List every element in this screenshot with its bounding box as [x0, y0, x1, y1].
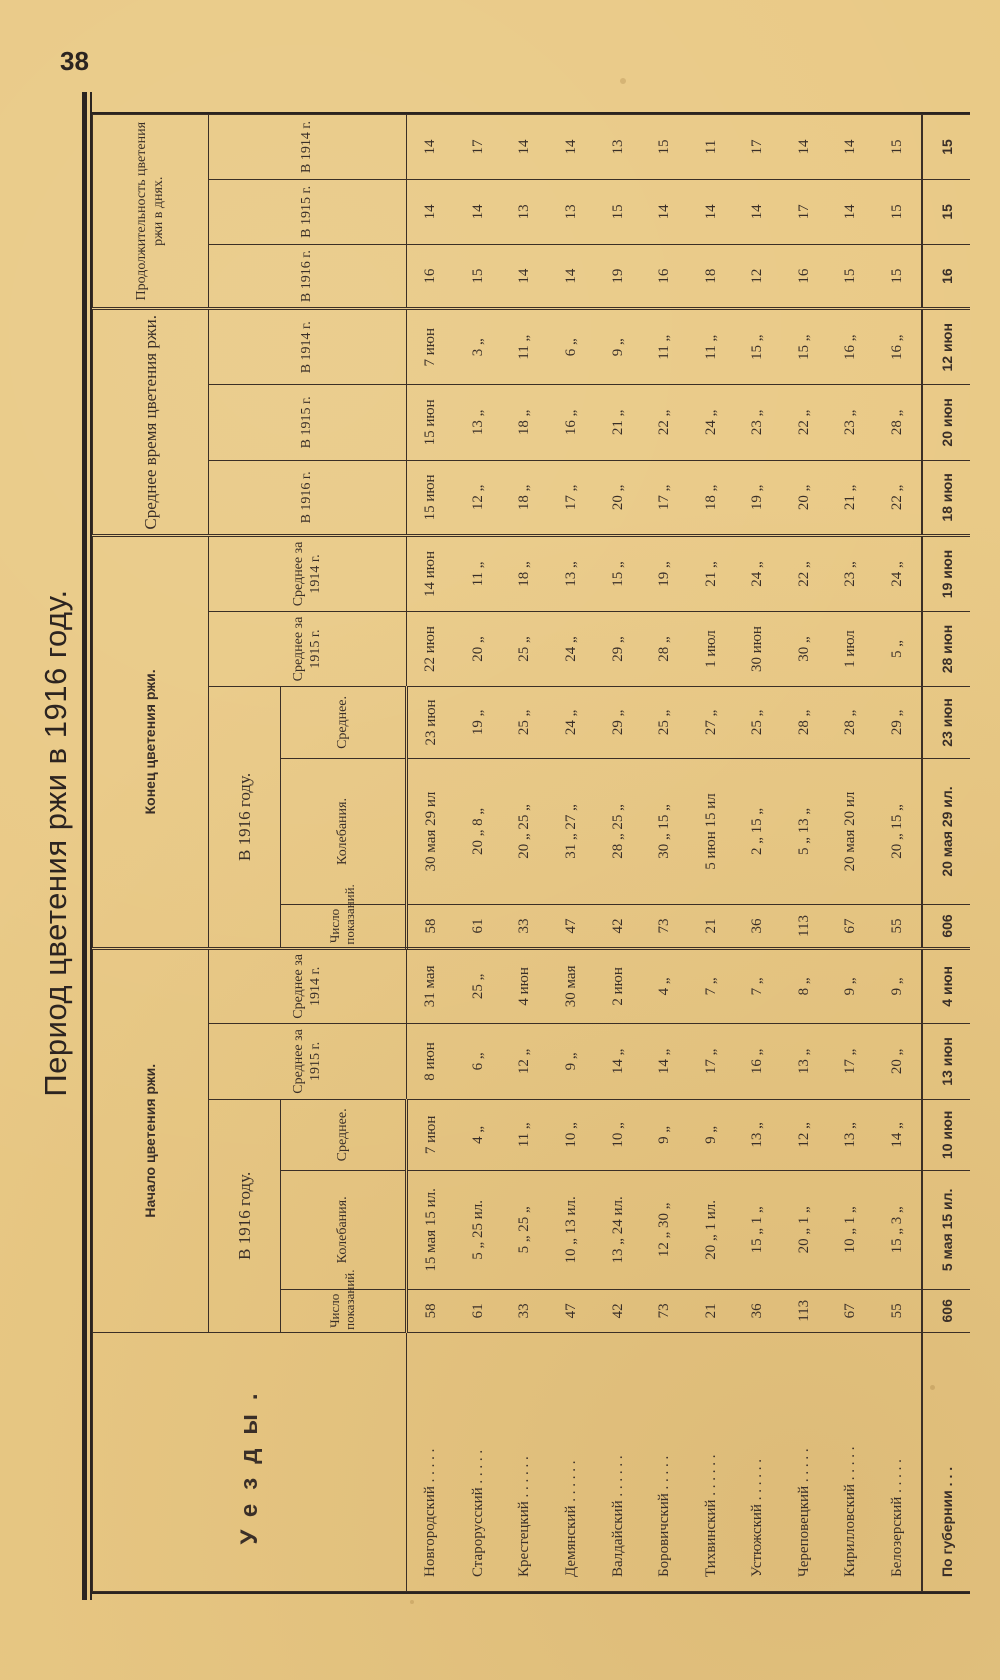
- header-start-mean: Среднее.: [281, 1099, 407, 1170]
- cell-d-1914: 14: [828, 115, 875, 180]
- cell-s-rng: 10 „ 1 „: [828, 1170, 875, 1289]
- uezd-name-cell: Валдайский . . . . . .: [595, 1332, 642, 1591]
- cell-d-1916: 16: [922, 244, 970, 309]
- cell-a-1915: 28 „: [874, 385, 922, 461]
- header-end-mean-1915: Среднее за 1915 г.: [209, 611, 407, 687]
- cell-e-n: 47: [548, 905, 595, 948]
- cell-s-n: 21: [688, 1289, 735, 1332]
- cell-d-1914: 13: [595, 115, 642, 180]
- cell-s-mean: 9 „: [688, 1099, 735, 1170]
- cell-e-n: 61: [455, 905, 502, 948]
- cell-s-rng: 10 „ 13 ил.: [548, 1170, 595, 1289]
- cell-a-1914: 7 июн: [407, 309, 455, 385]
- cell-d-1916: 16: [641, 244, 688, 309]
- cell-d-1915: 17: [781, 179, 828, 244]
- cell-e-n: 113: [781, 905, 828, 948]
- cell-e-n: 58: [407, 905, 455, 948]
- cell-s-1915: 6 „: [455, 1024, 502, 1100]
- cell-e-rng: 5 „ 13 „: [781, 758, 828, 905]
- flowering-table: [92, 114, 970, 1592]
- cell-e-1915: 24 „: [548, 611, 595, 687]
- cell-e-n: 21: [688, 905, 735, 948]
- cell-e-1914: 23 „: [828, 536, 875, 612]
- cell-d-1916: 12: [735, 244, 782, 309]
- table-row: [688, 115, 735, 1592]
- cell-d-1916: 15: [874, 244, 922, 309]
- header-avg-1916: В 1916 г.: [209, 460, 407, 536]
- cell-s-1914: 4 „: [641, 948, 688, 1024]
- cell-d-1914: 14: [781, 115, 828, 180]
- cell-e-mean: 23 июн: [922, 687, 970, 758]
- cell-e-rng: 31 „ 27 „: [548, 758, 595, 905]
- cell-a-1914: 6 „: [548, 309, 595, 385]
- cell-e-1915: 28 июн: [922, 611, 970, 687]
- cell-e-1915: 1 июл: [688, 611, 735, 687]
- uezd-name-cell: Белозерский . . . . .: [874, 1332, 922, 1591]
- cell-e-n: 55: [874, 905, 922, 948]
- cell-d-1916: 15: [455, 244, 502, 309]
- cell-s-1915: 13 июн: [922, 1024, 970, 1100]
- cell-s-rng: 20 „ 1 ил.: [688, 1170, 735, 1289]
- table-row: [595, 115, 642, 1592]
- cell-s-1914: 9 „: [874, 948, 922, 1024]
- header-dur-1915: В 1915 г.: [209, 179, 407, 244]
- cell-a-1916: 20 „: [781, 460, 828, 536]
- cell-d-1914: 14: [502, 115, 549, 180]
- cell-s-rng: 12 „ 30 „: [641, 1170, 688, 1289]
- header-start-mean-1914: Среднее за 1914 г.: [209, 948, 407, 1024]
- cell-d-1916: 14: [548, 244, 595, 309]
- cell-e-1914: 24 „: [735, 536, 782, 612]
- page-number: 38: [60, 46, 89, 76]
- cell-e-n: 42: [595, 905, 642, 948]
- cell-e-mean: 23 июн: [407, 687, 455, 758]
- cell-a-1916: 21 „: [828, 460, 875, 536]
- cell-d-1915: 15: [922, 179, 970, 244]
- cell-s-rng: 15 „ 3 „: [874, 1170, 922, 1289]
- cell-s-mean: 13 „: [735, 1099, 782, 1170]
- cell-a-1916: 22 „: [874, 460, 922, 536]
- cell-e-rng: 2 „ 15 „: [735, 758, 782, 905]
- cell-e-1914: 18 „: [502, 536, 549, 612]
- cell-e-1914: 15 „: [595, 536, 642, 612]
- header-dur-1914: В 1914 г.: [209, 115, 407, 180]
- cell-d-1915: 15: [595, 179, 642, 244]
- uezd-name-cell: Демянский . . . . . .: [548, 1332, 595, 1591]
- table-row: [735, 115, 782, 1592]
- cell-a-1914: 11 „: [502, 309, 549, 385]
- cell-e-mean: 25 „: [735, 687, 782, 758]
- cell-s-1914: 7 „: [735, 948, 782, 1024]
- cell-e-1914: 11 „: [455, 536, 502, 612]
- header-avg-1914: В 1914 г.: [209, 309, 407, 385]
- cell-s-1914: 4 июн: [502, 948, 549, 1024]
- cell-a-1915: 20 июн: [922, 385, 970, 461]
- header-dur-1916: В 1916 г.: [209, 244, 407, 309]
- uezd-name-cell: Устюжский . . . . . .: [735, 1332, 782, 1591]
- header-avg-time-group: Среднее время цветения ржи.: [93, 309, 209, 536]
- cell-e-mean: 25 „: [641, 687, 688, 758]
- cell-s-mean: 7 июн: [407, 1099, 455, 1170]
- cell-a-1914: 9 „: [595, 309, 642, 385]
- cell-e-1915: 28 „: [641, 611, 688, 687]
- cell-a-1915: 15 июн: [407, 385, 455, 461]
- cell-s-n: 55: [874, 1289, 922, 1332]
- cell-e-1914: 13 „: [548, 536, 595, 612]
- cell-a-1916: 18 „: [688, 460, 735, 536]
- cell-s-n: 33: [502, 1289, 549, 1332]
- table-row: [455, 115, 502, 1592]
- cell-a-1916: 17 „: [641, 460, 688, 536]
- cell-s-1914: 4 июн: [922, 948, 970, 1024]
- cell-s-1914: 7 „: [688, 948, 735, 1024]
- cell-d-1915: 13: [502, 179, 549, 244]
- header-start-1916: В 1916 году.: [209, 1099, 281, 1332]
- cell-s-rng: 5 „ 25 „: [502, 1170, 549, 1289]
- cell-a-1916: 19 „: [735, 460, 782, 536]
- total-row: [922, 115, 970, 1592]
- cell-a-1916: 12 „: [455, 460, 502, 536]
- cell-d-1914: 11: [688, 115, 735, 180]
- cell-e-1914: 14 июн: [407, 536, 455, 612]
- cell-e-1915: 30 „: [781, 611, 828, 687]
- cell-d-1916: 16: [407, 244, 455, 309]
- cell-a-1915: 13 „: [455, 385, 502, 461]
- cell-a-1914: 11 „: [688, 309, 735, 385]
- header-duration-group: Продолжительность цветения ржи в днях.: [93, 115, 209, 309]
- cell-e-1914: 19 „: [641, 536, 688, 612]
- cell-a-1915: 21 „: [595, 385, 642, 461]
- cell-e-n: 67: [828, 905, 875, 948]
- uezd-name-cell: Крестецкий . . . . . .: [502, 1332, 549, 1591]
- cell-d-1914: 15: [874, 115, 922, 180]
- cell-d-1915: 14: [828, 179, 875, 244]
- cell-s-rng: 15 „ 1 „: [735, 1170, 782, 1289]
- cell-s-rng: 5 мая 15 ил.: [922, 1170, 970, 1289]
- frame-line: [82, 92, 87, 1600]
- header-end-group: Конец цветения ржи.: [93, 536, 209, 948]
- cell-s-rng: 15 мая 15 ил.: [407, 1170, 455, 1289]
- cell-e-rng: 20 мая 20 ил: [828, 758, 875, 905]
- cell-e-mean: 24 „: [548, 687, 595, 758]
- cell-e-1914: 21 „: [688, 536, 735, 612]
- cell-s-mean: 10 июн: [922, 1099, 970, 1170]
- cell-e-mean: 25 „: [502, 687, 549, 758]
- cell-a-1915: 22 „: [781, 385, 828, 461]
- cell-s-n: 47: [548, 1289, 595, 1332]
- cell-e-rng: 28 „ 25 „: [595, 758, 642, 905]
- cell-d-1916: 18: [688, 244, 735, 309]
- uezd-name-cell: Боровичский . . . . .: [641, 1332, 688, 1591]
- header-uezdy: Уезды.: [93, 1332, 407, 1591]
- cell-a-1916: 17 „: [548, 460, 595, 536]
- header-avg-1915: В 1915 г.: [209, 385, 407, 461]
- cell-e-mean: 27 „: [688, 687, 735, 758]
- cell-s-n: 36: [735, 1289, 782, 1332]
- cell-s-1915: 14 „: [641, 1024, 688, 1100]
- cell-a-1914: 15 „: [735, 309, 782, 385]
- cell-e-1915: 30 июн: [735, 611, 782, 687]
- cell-s-rng: 20 „ 1 „: [781, 1170, 828, 1289]
- cell-d-1915: 14: [407, 179, 455, 244]
- cell-e-n: 36: [735, 905, 782, 948]
- cell-s-1914: 31 мая: [407, 948, 455, 1024]
- header-end-count: Число показаний.: [281, 905, 407, 948]
- cell-s-mean: 11 „: [502, 1099, 549, 1170]
- cell-e-1915: 1 июл: [828, 611, 875, 687]
- cell-d-1914: 17: [455, 115, 502, 180]
- cell-s-1914: 30 мая: [548, 948, 595, 1024]
- cell-s-rng: 5 „ 25 ил.: [455, 1170, 502, 1289]
- cell-s-1915: 17 „: [688, 1024, 735, 1100]
- table-row: [502, 115, 549, 1592]
- cell-a-1914: 12 июн: [922, 309, 970, 385]
- cell-s-mean: 13 „: [828, 1099, 875, 1170]
- header-end-range: Колебания.: [281, 758, 407, 905]
- table-row: [407, 115, 455, 1592]
- cell-d-1916: 14: [502, 244, 549, 309]
- cell-s-mean: 4 „: [455, 1099, 502, 1170]
- cell-s-mean: 10 „: [595, 1099, 642, 1170]
- cell-d-1915: 15: [874, 179, 922, 244]
- cell-s-1915: 13 „: [781, 1024, 828, 1100]
- cell-e-rng: 20 „ 8 „: [455, 758, 502, 905]
- cell-a-1915: 24 „: [688, 385, 735, 461]
- table-row: [828, 115, 875, 1592]
- cell-e-rng: 20 „ 15 „: [874, 758, 922, 905]
- cell-s-1915: 8 июн: [407, 1024, 455, 1100]
- cell-s-mean: 14 „: [874, 1099, 922, 1170]
- header-end-mean: Среднее.: [281, 687, 407, 758]
- cell-s-1915: 20 „: [874, 1024, 922, 1100]
- table-row: [641, 115, 688, 1592]
- cell-e-rng: 20 „ 25 „: [502, 758, 549, 905]
- cell-a-1914: 16 „: [874, 309, 922, 385]
- cell-a-1914: 16 „: [828, 309, 875, 385]
- cell-s-1915: 17 „: [828, 1024, 875, 1100]
- paper-spot: [620, 78, 626, 84]
- cell-d-1915: 14: [735, 179, 782, 244]
- cell-a-1914: 15 „: [781, 309, 828, 385]
- cell-e-rng: 30 „ 15 „: [641, 758, 688, 905]
- header-end-mean-1914: Среднее за 1914 г.: [209, 536, 407, 612]
- cell-a-1914: 11 „: [641, 309, 688, 385]
- cell-d-1914: 14: [407, 115, 455, 180]
- cell-e-mean: 28 „: [781, 687, 828, 758]
- cell-s-n: 61: [455, 1289, 502, 1332]
- cell-a-1916: 15 июн: [407, 460, 455, 536]
- cell-a-1915: 23 „: [828, 385, 875, 461]
- cell-s-mean: 9 „: [641, 1099, 688, 1170]
- cell-e-1915: 25 „: [502, 611, 549, 687]
- cell-d-1915: 14: [688, 179, 735, 244]
- paper-spot: [410, 1600, 414, 1604]
- cell-s-1915: 14 „: [595, 1024, 642, 1100]
- header-start-mean-1915: Среднее за 1915 г.: [209, 1024, 407, 1100]
- uezd-name-cell: Новгородский . . . . .: [407, 1332, 455, 1591]
- cell-e-1915: 20 „: [455, 611, 502, 687]
- cell-a-1916: 18 июн: [922, 460, 970, 536]
- cell-d-1916: 15: [828, 244, 875, 309]
- cell-e-mean: 29 „: [874, 687, 922, 758]
- header-start-count: Число показаний.: [281, 1289, 407, 1332]
- cell-d-1915: 14: [641, 179, 688, 244]
- cell-d-1916: 19: [595, 244, 642, 309]
- cell-s-n: 42: [595, 1289, 642, 1332]
- cell-e-rng: 5 июн 15 ил: [688, 758, 735, 905]
- cell-s-1914: 8 „: [781, 948, 828, 1024]
- cell-s-n: 606: [922, 1289, 970, 1332]
- cell-e-n: 33: [502, 905, 549, 948]
- uezd-name-cell: Кирилловский . . . . .: [828, 1332, 875, 1591]
- cell-e-1915: 29 „: [595, 611, 642, 687]
- cell-a-1916: 18 „: [502, 460, 549, 536]
- uezd-name-cell: Старорусский . . . . .: [455, 1332, 502, 1591]
- cell-e-n: 606: [922, 905, 970, 948]
- cell-d-1914: 14: [548, 115, 595, 180]
- cell-d-1914: 15: [641, 115, 688, 180]
- cell-s-1915: 12 „: [502, 1024, 549, 1100]
- cell-d-1916: 16: [781, 244, 828, 309]
- cell-s-mean: 10 „: [548, 1099, 595, 1170]
- frame-line: [90, 1592, 970, 1594]
- cell-e-1914: 24 „: [874, 536, 922, 612]
- uezd-name-cell: По губернии . . .: [922, 1332, 970, 1591]
- uezd-name-cell: Череповецкий . . . . .: [781, 1332, 828, 1591]
- cell-d-1914: 15: [922, 115, 970, 180]
- header-end-1916: В 1916 году.: [209, 687, 281, 948]
- cell-e-mean: 28 „: [828, 687, 875, 758]
- cell-e-n: 73: [641, 905, 688, 948]
- cell-e-rng: 20 мая 29 ил.: [922, 758, 970, 905]
- cell-a-1915: 16 „: [548, 385, 595, 461]
- cell-s-n: 58: [407, 1289, 455, 1332]
- cell-d-1915: 14: [455, 179, 502, 244]
- cell-s-n: 73: [641, 1289, 688, 1332]
- cell-s-1915: 9 „: [548, 1024, 595, 1100]
- cell-s-n: 113: [781, 1289, 828, 1332]
- cell-s-1914: 9 „: [828, 948, 875, 1024]
- cell-e-1914: 19 июн: [922, 536, 970, 612]
- cell-a-1914: 3 „: [455, 309, 502, 385]
- cell-s-1914: 25 „: [455, 948, 502, 1024]
- cell-a-1915: 22 „: [641, 385, 688, 461]
- page-title-text: Период цветения ржи в 1916 году.: [38, 589, 73, 1097]
- uezd-name-cell: Тихвинский . . . . . .: [688, 1332, 735, 1591]
- cell-d-1914: 17: [735, 115, 782, 180]
- cell-s-1914: 2 июн: [595, 948, 642, 1024]
- cell-s-rng: 13 „ 24 ил.: [595, 1170, 642, 1289]
- cell-e-1914: 22 „: [781, 536, 828, 612]
- cell-e-1915: 22 июн: [407, 611, 455, 687]
- table-row: [874, 115, 922, 1592]
- header-start-range: Колебания.: [281, 1170, 407, 1289]
- cell-s-n: 67: [828, 1289, 875, 1332]
- cell-e-1915: 5 „: [874, 611, 922, 687]
- cell-d-1915: 13: [548, 179, 595, 244]
- table-container: [92, 114, 970, 1592]
- table-row: [781, 115, 828, 1592]
- header-start-group: Начало цветения ржи.: [93, 948, 209, 1332]
- table-row: [548, 115, 595, 1592]
- cell-e-mean: 29 „: [595, 687, 642, 758]
- cell-s-mean: 12 „: [781, 1099, 828, 1170]
- cell-a-1915: 18 „: [502, 385, 549, 461]
- cell-a-1915: 23 „: [735, 385, 782, 461]
- cell-e-mean: 19 „: [455, 687, 502, 758]
- cell-e-rng: 30 мая 29 ил: [407, 758, 455, 905]
- cell-s-1915: 16 „: [735, 1024, 782, 1100]
- cell-a-1916: 20 „: [595, 460, 642, 536]
